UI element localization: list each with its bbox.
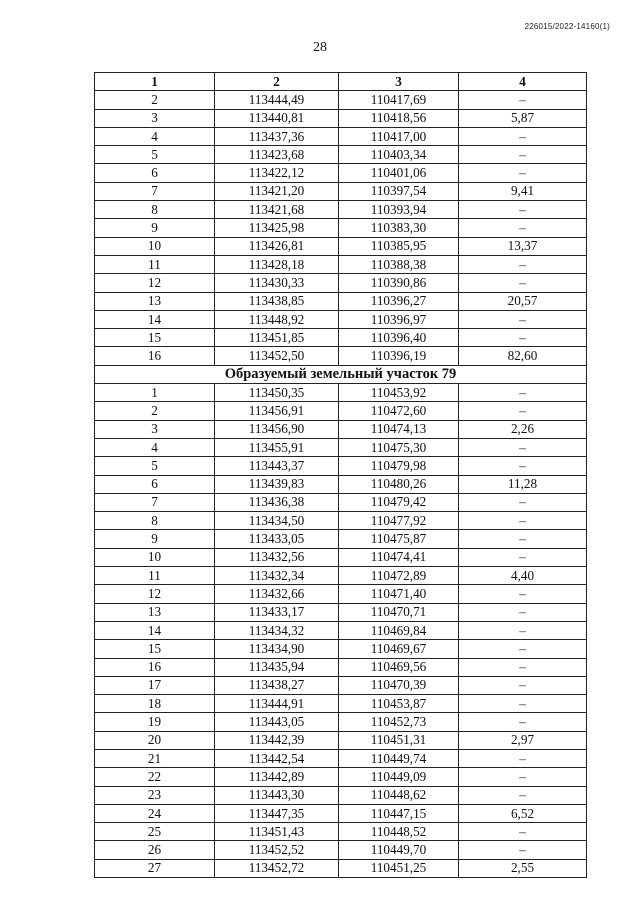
distance-cell: – bbox=[459, 329, 587, 347]
distance-cell: – bbox=[459, 603, 587, 621]
distance-cell: – bbox=[459, 164, 587, 182]
x-coordinate-cell: 113450,35 bbox=[215, 384, 339, 402]
y-coordinate-cell: 110472,60 bbox=[339, 402, 459, 420]
y-coordinate-cell: 110451,25 bbox=[339, 859, 459, 877]
distance-cell: 2,97 bbox=[459, 731, 587, 749]
y-coordinate-cell: 110469,84 bbox=[339, 621, 459, 639]
distance-cell: 6,52 bbox=[459, 804, 587, 822]
x-coordinate-cell: 113421,68 bbox=[215, 201, 339, 219]
y-coordinate-cell: 110449,70 bbox=[339, 841, 459, 859]
distance-cell: 5,87 bbox=[459, 109, 587, 127]
table-row bbox=[95, 512, 587, 530]
distance-cell: – bbox=[459, 658, 587, 676]
x-coordinate-cell: 113436,38 bbox=[215, 493, 339, 511]
distance-cell: 11,28 bbox=[459, 475, 587, 493]
y-coordinate-cell: 110396,19 bbox=[339, 347, 459, 365]
point-number-cell: 1 bbox=[95, 384, 215, 402]
table-body bbox=[95, 91, 587, 878]
x-coordinate-cell: 113422,12 bbox=[215, 164, 339, 182]
point-number-cell: 14 bbox=[95, 621, 215, 639]
point-number-cell: 13 bbox=[95, 603, 215, 621]
x-coordinate-cell: 113448,92 bbox=[215, 310, 339, 328]
point-number-cell: 6 bbox=[95, 475, 215, 493]
table-row bbox=[95, 420, 587, 438]
point-number-cell: 17 bbox=[95, 676, 215, 694]
point-number-cell: 23 bbox=[95, 786, 215, 804]
distance-cell: – bbox=[459, 310, 587, 328]
table-row bbox=[95, 859, 587, 877]
document-id: 226015/2022-14160(1) bbox=[524, 22, 610, 31]
y-coordinate-cell: 110385,95 bbox=[339, 237, 459, 255]
table-header-row bbox=[95, 73, 587, 91]
table-row bbox=[95, 768, 587, 786]
x-coordinate-cell: 113430,33 bbox=[215, 274, 339, 292]
x-coordinate-cell: 113426,81 bbox=[215, 237, 339, 255]
x-coordinate-cell: 113443,05 bbox=[215, 713, 339, 731]
y-coordinate-cell: 110452,73 bbox=[339, 713, 459, 731]
table-row bbox=[95, 658, 587, 676]
x-coordinate-cell: 113443,30 bbox=[215, 786, 339, 804]
distance-cell: – bbox=[459, 219, 587, 237]
table-row bbox=[95, 127, 587, 145]
x-coordinate-cell: 113452,50 bbox=[215, 347, 339, 365]
table-row bbox=[95, 219, 587, 237]
table-row bbox=[95, 237, 587, 255]
point-number-cell: 12 bbox=[95, 274, 215, 292]
distance-cell: – bbox=[459, 274, 587, 292]
x-coordinate-cell: 113451,43 bbox=[215, 823, 339, 841]
y-coordinate-cell: 110388,38 bbox=[339, 255, 459, 273]
y-coordinate-cell: 110469,56 bbox=[339, 658, 459, 676]
point-number-cell: 3 bbox=[95, 420, 215, 438]
point-number-cell: 15 bbox=[95, 329, 215, 347]
distance-cell: 4,40 bbox=[459, 567, 587, 585]
table-row bbox=[95, 201, 587, 219]
y-coordinate-cell: 110390,86 bbox=[339, 274, 459, 292]
distance-cell: 9,41 bbox=[459, 182, 587, 200]
point-number-cell: 21 bbox=[95, 749, 215, 767]
point-number-cell: 20 bbox=[95, 731, 215, 749]
table-row bbox=[95, 402, 587, 420]
x-coordinate-cell: 113435,94 bbox=[215, 658, 339, 676]
y-coordinate-cell: 110474,41 bbox=[339, 548, 459, 566]
x-coordinate-cell: 113438,85 bbox=[215, 292, 339, 310]
distance-cell: – bbox=[459, 384, 587, 402]
y-coordinate-cell: 110472,89 bbox=[339, 567, 459, 585]
table-row bbox=[95, 567, 587, 585]
point-number-cell: 26 bbox=[95, 841, 215, 859]
distance-cell: – bbox=[459, 749, 587, 767]
x-coordinate-cell: 113443,37 bbox=[215, 457, 339, 475]
table-row bbox=[95, 493, 587, 511]
y-coordinate-cell: 110448,52 bbox=[339, 823, 459, 841]
x-coordinate-cell: 113451,85 bbox=[215, 329, 339, 347]
distance-cell: – bbox=[459, 530, 587, 548]
x-coordinate-cell: 113432,56 bbox=[215, 548, 339, 566]
point-number-cell: 13 bbox=[95, 292, 215, 310]
table-row bbox=[95, 274, 587, 292]
y-coordinate-cell: 110383,30 bbox=[339, 219, 459, 237]
distance-cell: – bbox=[459, 438, 587, 456]
table-row bbox=[95, 603, 587, 621]
distance-cell: – bbox=[459, 127, 587, 145]
x-coordinate-cell: 113442,54 bbox=[215, 749, 339, 767]
y-coordinate-cell: 110474,13 bbox=[339, 420, 459, 438]
distance-cell: – bbox=[459, 402, 587, 420]
x-coordinate-cell: 113444,91 bbox=[215, 695, 339, 713]
y-coordinate-cell: 110451,31 bbox=[339, 731, 459, 749]
y-coordinate-cell: 110453,92 bbox=[339, 384, 459, 402]
x-coordinate-cell: 113442,89 bbox=[215, 768, 339, 786]
x-coordinate-cell: 113452,52 bbox=[215, 841, 339, 859]
distance-cell: 82,60 bbox=[459, 347, 587, 365]
section-title: Образуемый земельный участок 79 bbox=[95, 365, 587, 383]
column-header: 4 bbox=[459, 73, 587, 91]
point-number-cell: 3 bbox=[95, 109, 215, 127]
x-coordinate-cell: 113434,50 bbox=[215, 512, 339, 530]
x-coordinate-cell: 113456,91 bbox=[215, 402, 339, 420]
section-title-row bbox=[95, 365, 587, 383]
point-number-cell: 25 bbox=[95, 823, 215, 841]
y-coordinate-cell: 110396,97 bbox=[339, 310, 459, 328]
y-coordinate-cell: 110475,87 bbox=[339, 530, 459, 548]
table-row bbox=[95, 713, 587, 731]
table-row bbox=[95, 640, 587, 658]
point-number-cell: 10 bbox=[95, 237, 215, 255]
point-number-cell: 9 bbox=[95, 219, 215, 237]
table-row bbox=[95, 475, 587, 493]
y-coordinate-cell: 110449,09 bbox=[339, 768, 459, 786]
x-coordinate-cell: 113425,98 bbox=[215, 219, 339, 237]
x-coordinate-cell: 113455,91 bbox=[215, 438, 339, 456]
table-row bbox=[95, 384, 587, 402]
table-row bbox=[95, 823, 587, 841]
distance-cell: – bbox=[459, 841, 587, 859]
y-coordinate-cell: 110475,30 bbox=[339, 438, 459, 456]
point-number-cell: 11 bbox=[95, 255, 215, 273]
x-coordinate-cell: 113433,17 bbox=[215, 603, 339, 621]
distance-cell: – bbox=[459, 695, 587, 713]
y-coordinate-cell: 110479,98 bbox=[339, 457, 459, 475]
table-row bbox=[95, 585, 587, 603]
y-coordinate-cell: 110480,26 bbox=[339, 475, 459, 493]
table-row bbox=[95, 146, 587, 164]
point-number-cell: 8 bbox=[95, 512, 215, 530]
distance-cell: 20,57 bbox=[459, 292, 587, 310]
coordinates-table bbox=[94, 72, 587, 878]
table-row bbox=[95, 621, 587, 639]
table-row bbox=[95, 347, 587, 365]
point-number-cell: 6 bbox=[95, 164, 215, 182]
table-row bbox=[95, 731, 587, 749]
x-coordinate-cell: 113456,90 bbox=[215, 420, 339, 438]
table-row bbox=[95, 530, 587, 548]
x-coordinate-cell: 113447,35 bbox=[215, 804, 339, 822]
table-row bbox=[95, 695, 587, 713]
x-coordinate-cell: 113439,83 bbox=[215, 475, 339, 493]
x-coordinate-cell: 113434,90 bbox=[215, 640, 339, 658]
distance-cell: – bbox=[459, 548, 587, 566]
x-coordinate-cell: 113421,20 bbox=[215, 182, 339, 200]
y-coordinate-cell: 110447,15 bbox=[339, 804, 459, 822]
distance-cell: 2,26 bbox=[459, 420, 587, 438]
x-coordinate-cell: 113432,66 bbox=[215, 585, 339, 603]
y-coordinate-cell: 110448,62 bbox=[339, 786, 459, 804]
y-coordinate-cell: 110469,67 bbox=[339, 640, 459, 658]
point-number-cell: 10 bbox=[95, 548, 215, 566]
x-coordinate-cell: 113437,36 bbox=[215, 127, 339, 145]
table-row bbox=[95, 548, 587, 566]
distance-cell: – bbox=[459, 786, 587, 804]
point-number-cell: 5 bbox=[95, 146, 215, 164]
table-row bbox=[95, 676, 587, 694]
column-header: 2 bbox=[215, 73, 339, 91]
x-coordinate-cell: 113423,68 bbox=[215, 146, 339, 164]
distance-cell: – bbox=[459, 493, 587, 511]
y-coordinate-cell: 110453,87 bbox=[339, 695, 459, 713]
y-coordinate-cell: 110417,00 bbox=[339, 127, 459, 145]
table-row bbox=[95, 457, 587, 475]
y-coordinate-cell: 110403,34 bbox=[339, 146, 459, 164]
y-coordinate-cell: 110401,06 bbox=[339, 164, 459, 182]
distance-cell: – bbox=[459, 512, 587, 530]
distance-cell: – bbox=[459, 640, 587, 658]
point-number-cell: 27 bbox=[95, 859, 215, 877]
column-header: 3 bbox=[339, 73, 459, 91]
point-number-cell: 2 bbox=[95, 402, 215, 420]
point-number-cell: 7 bbox=[95, 493, 215, 511]
distance-cell: 13,37 bbox=[459, 237, 587, 255]
x-coordinate-cell: 113440,81 bbox=[215, 109, 339, 127]
distance-cell: – bbox=[459, 823, 587, 841]
table-row bbox=[95, 292, 587, 310]
y-coordinate-cell: 110470,71 bbox=[339, 603, 459, 621]
table-row bbox=[95, 804, 587, 822]
point-number-cell: 24 bbox=[95, 804, 215, 822]
table-row bbox=[95, 841, 587, 859]
point-number-cell: 7 bbox=[95, 182, 215, 200]
point-number-cell: 4 bbox=[95, 127, 215, 145]
y-coordinate-cell: 110396,40 bbox=[339, 329, 459, 347]
x-coordinate-cell: 113433,05 bbox=[215, 530, 339, 548]
y-coordinate-cell: 110470,39 bbox=[339, 676, 459, 694]
table-row bbox=[95, 164, 587, 182]
point-number-cell: 8 bbox=[95, 201, 215, 219]
point-number-cell: 16 bbox=[95, 347, 215, 365]
page-number: 28 bbox=[313, 40, 327, 55]
y-coordinate-cell: 110418,56 bbox=[339, 109, 459, 127]
distance-cell: – bbox=[459, 255, 587, 273]
column-header: 1 bbox=[95, 73, 215, 91]
distance-cell: – bbox=[459, 621, 587, 639]
point-number-cell: 16 bbox=[95, 658, 215, 676]
point-number-cell: 11 bbox=[95, 567, 215, 585]
distance-cell: – bbox=[459, 146, 587, 164]
point-number-cell: 2 bbox=[95, 91, 215, 109]
table-row bbox=[95, 438, 587, 456]
y-coordinate-cell: 110397,54 bbox=[339, 182, 459, 200]
table-row bbox=[95, 329, 587, 347]
distance-cell: – bbox=[459, 768, 587, 786]
y-coordinate-cell: 110417,69 bbox=[339, 91, 459, 109]
point-number-cell: 19 bbox=[95, 713, 215, 731]
table-row bbox=[95, 182, 587, 200]
table-row bbox=[95, 91, 587, 109]
x-coordinate-cell: 113442,39 bbox=[215, 731, 339, 749]
point-number-cell: 5 bbox=[95, 457, 215, 475]
table-row bbox=[95, 749, 587, 767]
distance-cell: – bbox=[459, 91, 587, 109]
table-row bbox=[95, 310, 587, 328]
x-coordinate-cell: 113432,34 bbox=[215, 567, 339, 585]
y-coordinate-cell: 110477,92 bbox=[339, 512, 459, 530]
y-coordinate-cell: 110393,94 bbox=[339, 201, 459, 219]
point-number-cell: 14 bbox=[95, 310, 215, 328]
distance-cell: 2,55 bbox=[459, 859, 587, 877]
x-coordinate-cell: 113438,27 bbox=[215, 676, 339, 694]
point-number-cell: 18 bbox=[95, 695, 215, 713]
point-number-cell: 12 bbox=[95, 585, 215, 603]
x-coordinate-cell: 113444,49 bbox=[215, 91, 339, 109]
table-row bbox=[95, 255, 587, 273]
point-number-cell: 9 bbox=[95, 530, 215, 548]
table-row bbox=[95, 109, 587, 127]
distance-cell: – bbox=[459, 585, 587, 603]
x-coordinate-cell: 113434,32 bbox=[215, 621, 339, 639]
distance-cell: – bbox=[459, 201, 587, 219]
x-coordinate-cell: 113452,72 bbox=[215, 859, 339, 877]
x-coordinate-cell: 113428,18 bbox=[215, 255, 339, 273]
point-number-cell: 22 bbox=[95, 768, 215, 786]
distance-cell: – bbox=[459, 713, 587, 731]
y-coordinate-cell: 110471,40 bbox=[339, 585, 459, 603]
table-row bbox=[95, 786, 587, 804]
y-coordinate-cell: 110396,27 bbox=[339, 292, 459, 310]
y-coordinate-cell: 110449,74 bbox=[339, 749, 459, 767]
distance-cell: – bbox=[459, 676, 587, 694]
point-number-cell: 4 bbox=[95, 438, 215, 456]
point-number-cell: 15 bbox=[95, 640, 215, 658]
distance-cell: – bbox=[459, 457, 587, 475]
y-coordinate-cell: 110479,42 bbox=[339, 493, 459, 511]
